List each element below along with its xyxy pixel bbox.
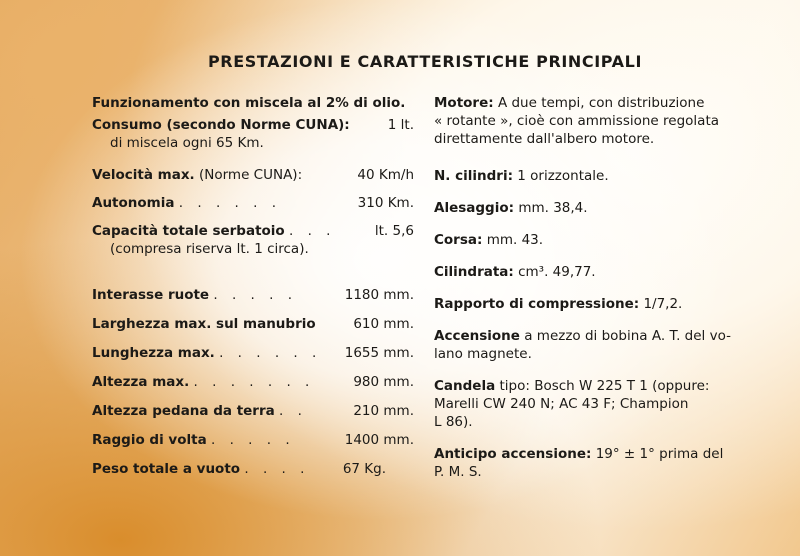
spec-text: 1/7,2. [643,296,683,312]
dimension-row [92,315,414,333]
page-title: PRESTAZIONI E CARATTERISTICHE PRINCIPALI [207,52,642,71]
spec-label: Motore: [434,95,494,111]
dimension-row [92,373,414,391]
spec-cilindri [434,167,754,185]
spec-continuation: direttamente dall'albero motore. [434,131,655,147]
spec-continuation: Marelli CW 240 N; AC 43 F; Champion [434,396,689,412]
spec-text: mm. 43. [486,232,544,248]
spec-label: Consumo (secondo Norme CUNA): [92,117,350,133]
spec-text: 19° ± 1° prima del [595,446,724,462]
dimension-row [92,344,414,362]
spec-text: 1 orizzontale. [517,168,609,184]
spec-text: mm. 38,4. [518,200,588,216]
spec-label: Candela [434,378,496,394]
right-column [434,94,754,481]
leader-dots: . . . [289,223,336,239]
spec-value: 67 Kg. [342,461,386,477]
dimension-row [92,460,414,478]
spec-text: A due tempi, con distribuzione [497,95,705,111]
spec-value: 1655 mm. [344,345,414,361]
spec-text: cm³. 49,77. [518,264,596,280]
spec-autonomia [92,194,414,212]
spec-row [92,166,414,184]
spec-label: Altezza max. [92,374,190,390]
spec-continuation: L 86). [434,414,473,430]
leader-dots: . . . . [244,461,310,477]
spec-text: a mezzo di bobina A. T. del vo- [524,328,731,344]
spec-label: Altezza pedana da terra [92,403,275,419]
spec-alesaggio [434,199,754,217]
spec-label: N. cilindri: [434,168,513,184]
spec-accensione [434,327,754,363]
spec-capacita [92,222,414,258]
spec-label: Raggio di volta [92,432,207,448]
leader-dots: . . . . . [211,432,295,448]
spec-value: 40 Km/h [357,167,414,183]
spec-value: 210 mm. [353,403,414,419]
spec-motore [434,94,754,148]
spec-value: lt. 5,6 [374,223,414,239]
spec-label: Alesaggio: [434,200,515,216]
spec-label: Accensione [434,328,520,344]
spec-consumo [92,116,414,152]
spec-label: Velocità max. [92,167,195,183]
spec-label: Interasse ruote [92,287,210,303]
leader-dots: . . . . . [213,287,298,303]
spec-candela [434,377,754,431]
spec-label: Anticipo accensione: [434,446,592,462]
left-column [92,94,414,478]
spec-value: 980 mm. [353,374,414,390]
spec-continuation: P. M. S. [434,464,482,480]
dimension-row [92,431,414,449]
dimension-list [92,286,414,478]
dimension-row [92,402,414,420]
spec-cilindrata [434,263,754,281]
spec-label: Funzionamento con miscela al 2% di olio. [92,95,406,111]
spec-value: 1180 mm. [344,287,414,303]
spec-continuation: « rotante », cioè con ammissione regolata [434,113,720,129]
spec-value: 310 Km. [357,195,414,211]
leader-dots: . . . . . . . [193,374,315,390]
spec-note: (Norme CUNA): [198,167,303,183]
leader-dots: . . . . . . [219,345,322,361]
spec-row [92,222,414,240]
spec-continuation: (compresa riserva lt. 1 circa). [110,241,309,257]
spec-label: Cilindrata: [434,264,514,280]
spec-corsa [434,231,754,249]
spec-label: Peso totale a vuoto [92,461,241,477]
spec-label: Capacità totale serbatoio [92,223,285,239]
spec-velocita [92,166,414,184]
spec-anticipo [434,445,754,481]
dimension-row [92,286,414,304]
spec-continuation: lano magnete. [434,346,532,362]
spec-funzionamento [92,94,414,112]
leader-dots: . . . . . . [178,195,281,211]
spec-value: 1400 mm. [344,432,414,448]
spec-value: 610 mm. [353,316,414,332]
leader-dots: . . [279,403,307,419]
spec-label: Larghezza max. sul manubrio [92,316,316,332]
spec-continuation: di miscela ogni 65 Km. [110,135,264,151]
spec-rapporto [434,295,754,313]
spec-label: Autonomia [92,195,175,211]
spec-row [92,116,414,134]
spec-value: 1 lt. [387,117,414,133]
spec-label: Rapporto di compressione: [434,296,640,312]
spec-label: Lunghezza max. [92,345,215,361]
spec-label: Corsa: [434,232,483,248]
spec-row [92,194,414,212]
spec-text: tipo: Bosch W 225 T 1 (oppure: [499,378,710,394]
